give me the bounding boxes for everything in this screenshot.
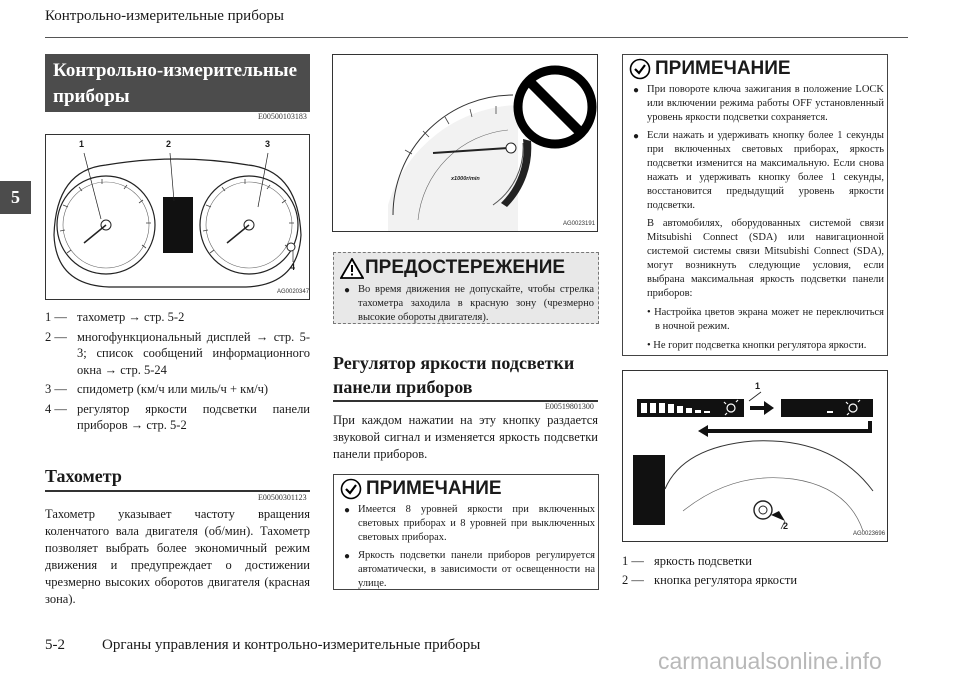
brightness-control-figure — [622, 370, 888, 542]
note-text: Имеется 8 уровней яркости при включенных световых приборах и 8 уровней при выключенных световых приборах. — [358, 504, 595, 543]
chapter-tab: 5 — [0, 181, 31, 214]
bullet-icon: ● — [344, 505, 351, 516]
cluster-legend — [45, 309, 310, 434]
caution-box — [333, 252, 599, 324]
callout-3: 3 — [265, 139, 271, 149]
legend-num: 1 — — [45, 310, 67, 324]
note-paragraph: В автомобилях, оборудованных системой связи Mitsubishi Connect (SDA) или навигационной системой системы связи Mitsubishi Connect (SDA), могут возникнуть следующие условия, если выбрана максимальная яркость подсветки панели приборов: — [647, 218, 884, 299]
note-list — [633, 83, 884, 353]
legend-text: яркость подсветки — [654, 554, 752, 568]
legend-item — [45, 401, 310, 434]
tachometer-description: Тахометр указывает частоту вращения коленчатого вала двигателя (об/мин). Тахометр позволяет выбрать более экономичный режим движения и предупреждает о достижении чрезмерно высоких оборотов двигателя (красная зона). — [45, 507, 310, 606]
chapter-title: Органы управления и контрольно-измерительные приборы — [102, 637, 481, 653]
legend-text: многофункциональный дисплей → стр. 5-3; список сообщений информационного окна → стр. 5-24 — [77, 329, 310, 377]
legend-num: 3 — — [45, 382, 67, 396]
section-title: Контрольно-измерительные приборы — [53, 60, 298, 107]
figure-code: AG0020347 — [277, 289, 310, 295]
caution-item — [344, 283, 594, 325]
note-box-right — [622, 54, 888, 356]
callout-1: 1 — [79, 139, 85, 149]
warning-triangle-icon — [340, 258, 364, 279]
legend-text: спидометр (км/ч или миль/ч + км/ч) — [77, 382, 269, 396]
note-check-icon — [340, 478, 362, 500]
instrument-cluster-figure — [45, 134, 310, 300]
note-title: ПРИМЕЧАНИЕ — [366, 478, 502, 499]
note-item — [633, 83, 884, 125]
note-check-icon — [629, 58, 651, 80]
note-text: Если нажать и удерживать кнопку более 1 секунды при включенных световых приборах, яркость подсветки изменится на максимальную. Если снова нажать и удерживать кнопку более 1 секунды, восстановится предыдущий уровень яркости подсветки. — [647, 130, 884, 211]
callout-2: 2 — [166, 139, 172, 149]
legend-num: 2 — — [45, 329, 67, 344]
legend-text: кнопка регулятора яркости — [654, 572, 798, 587]
tachometer-title-rule — [45, 490, 310, 492]
legend-text: регулятор яркости подсветки панели приборов → стр. 5-2 — [77, 401, 310, 432]
watermark-link[interactable]: carmanualsonline.info — [658, 648, 882, 674]
note-title: ПРИМЕЧАНИЕ — [655, 58, 791, 79]
caution-header — [340, 257, 565, 279]
tachometer-title: Тахометр — [45, 466, 122, 486]
caution-title: ПРЕДОСТЕРЕЖЕНИЕ — [365, 257, 566, 278]
brightness-ref-code: E00519801300 — [545, 402, 594, 411]
bullet-icon: ● — [344, 551, 351, 562]
instrument-cluster-drawing — [46, 135, 309, 299]
figure-code: AG0023696 — [853, 531, 886, 537]
section-ref-code: E00500103183 — [258, 112, 307, 121]
tachometer-drawing — [333, 55, 597, 231]
figure-code: AG0023191 — [563, 221, 596, 227]
legend-item — [45, 381, 310, 398]
legend-item — [45, 329, 310, 379]
bullet-icon: ● — [633, 85, 640, 96]
callout-1: 1 — [755, 381, 761, 391]
tachometer-figure — [332, 54, 598, 232]
legend-item — [622, 553, 888, 570]
section-title-box — [45, 54, 310, 112]
legend-num: 2 — — [622, 572, 644, 587]
brightness-control-drawing — [623, 371, 887, 541]
caution-text: Во время движения не допускайте, чтобы стрелка тахометра заходила в красную зону (чрезмерно высокие обороты двигателя). — [358, 284, 594, 323]
note-header — [340, 478, 502, 500]
bullet-icon: ● — [344, 285, 351, 296]
legend-item — [45, 309, 310, 326]
note-item — [344, 503, 595, 545]
bullet-icon: ● — [633, 131, 640, 142]
callout-4: 4 — [290, 262, 296, 272]
brightness-legend — [622, 553, 888, 588]
legend-num: 4 — — [45, 401, 67, 416]
page-number: 5-2 — [45, 637, 65, 653]
note-box-middle — [333, 474, 599, 590]
tachometer-ref-code: E00500301123 — [258, 493, 307, 502]
note-subitem: • Не горит подсветка кнопки регулятора яркости. — [647, 340, 867, 351]
note-subitem: • Настройка цветов экрана может не переключиться в ночной режим. — [647, 307, 884, 332]
note-item — [633, 129, 884, 213]
note-item — [344, 549, 595, 591]
note-text: При повороте ключа зажигания в положение LOCK или включении режима работы OFF установленный уровень яркости подсветки сохраняется. — [647, 84, 884, 123]
brightness-description: При каждом нажатии на эту кнопку раздается звуковой сигнал и изменяется яркость подсветки панели приборов. — [333, 413, 598, 461]
header-divider — [45, 37, 908, 38]
legend-text: тахометр → стр. 5-2 — [77, 310, 185, 324]
legend-item — [622, 572, 888, 589]
brightness-title: Регулятор яркости подсветки панели приборов — [333, 353, 575, 397]
note-list — [344, 503, 595, 591]
note-text: Яркость подсветки панели приборов регулируется автоматически, в зависимости от освещенности на улице. — [358, 550, 595, 589]
running-header: Контрольно-измерительные приборы — [45, 8, 284, 24]
note-header — [629, 58, 791, 80]
legend-num: 1 — — [622, 554, 644, 568]
tachometer-unit-label: x1000r/min — [451, 176, 480, 182]
callout-2: 2 — [783, 521, 789, 531]
